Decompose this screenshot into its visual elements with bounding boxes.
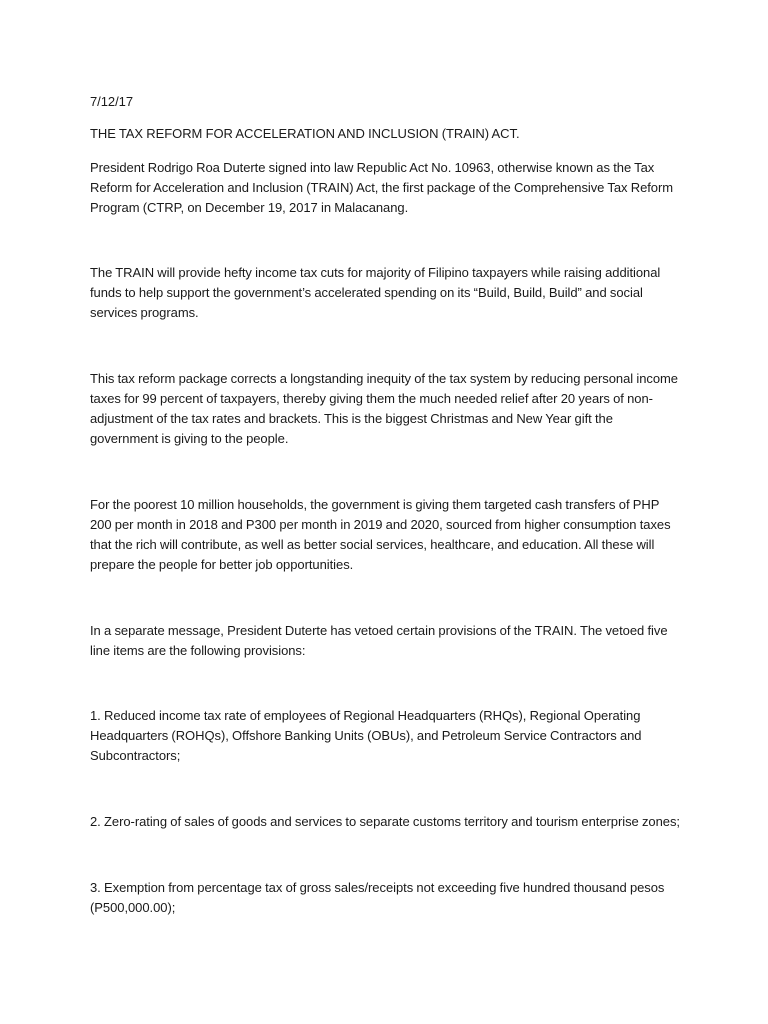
provision-item: 3. Exemption from percentage tax of gross sales/receipts not exceeding five hundred thousand pesos (P500,000.00); <box>90 880 665 915</box>
paragraph-income-tax-cuts: The TRAIN will provide hefty income tax cuts for majority of Filipino taxpayers while raising additional funds to help support the government’s accelerated spending on its “Build, Build, Build” and social services programs. <box>90 265 661 320</box>
provision-item: 2. Zero-rating of sales of goods and services to separate customs territory and tourism enterprise zones; <box>90 814 680 829</box>
paragraph-signing: President Rodrigo Roa Duterte signed into law Republic Act No. 10963, otherwise known as the Tax Reform for Acceleration and Inclusion (TRAIN) Act, the first package of the Comprehensive Tax Reform Program (CTRP, on December 19, 2017 in Malacanang. <box>90 160 674 215</box>
paragraph-veto: In a separate message, President Duterte has vetoed certain provisions of the TRAIN. The vetoed five line items are the following provisions: <box>90 623 668 658</box>
provision-item: 1. Reduced income tax rate of employees of Regional Headquarters (RHQs), Regional Operating Headquarters (ROHQs), Offshore Banking Units (OBUs), and Petroleum Service Contractors and Subcontractors; <box>90 708 642 763</box>
paragraph-inequity: This tax reform package corrects a longstanding inequity of the tax system by reducing personal income taxes for 99 percent of taxpayers, thereby giving them the much needed relief after 20 years of non-adjustment of the tax rates and brackets. This is the biggest Christmas and New Year gift the government is giving to the people. <box>90 371 678 446</box>
document-title: THE TAX REFORM FOR ACCELERATION AND INCLUSION (TRAIN) ACT. <box>90 126 520 141</box>
paragraph-cash-transfers: For the poorest 10 million households, the government is giving them targeted cash transfers of PHP 200 per month in 2018 and P300 per month in 2019 and 2020, sourced from higher consumption taxes that the rich will contribute, as well as better social services, healthcare, and education. All these will prepare the people for better job opportunities. <box>90 497 671 572</box>
document-date: 7/12/17 <box>90 94 134 109</box>
